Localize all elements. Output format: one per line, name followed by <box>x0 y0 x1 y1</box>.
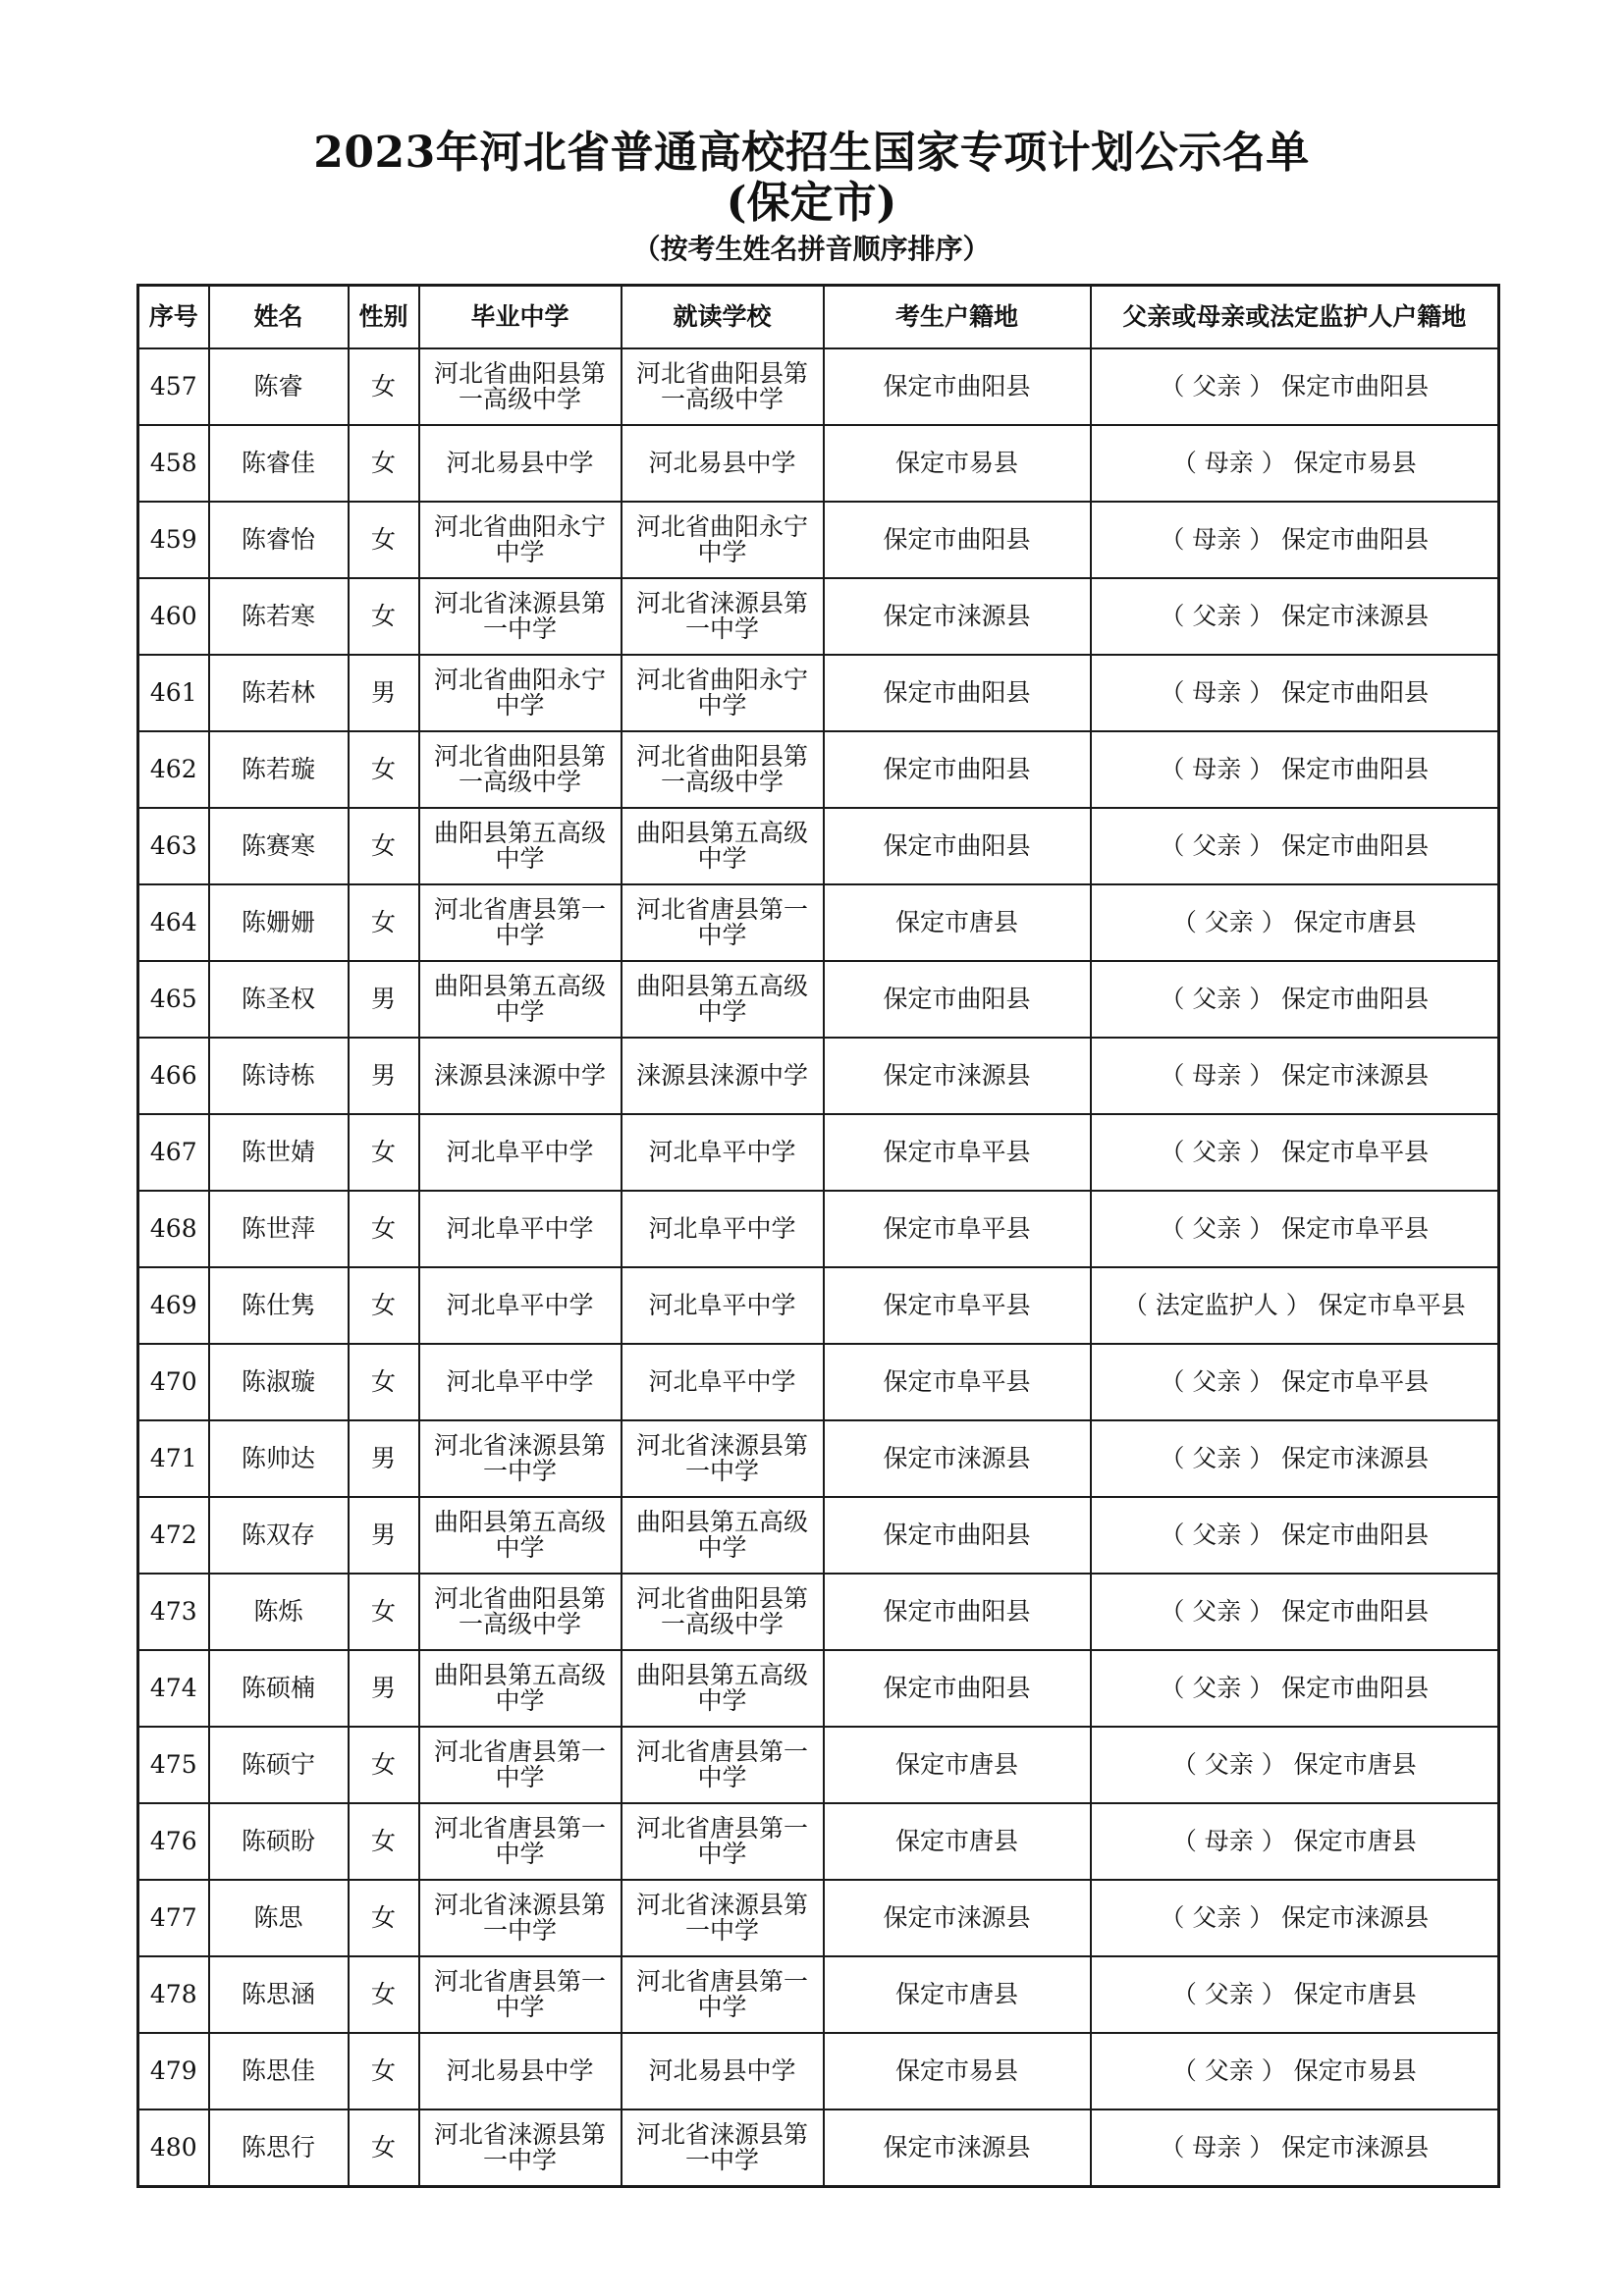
cell-student-hukou: 保定市涞源县 <box>824 578 1091 655</box>
cell-graduation-school <box>419 731 622 808</box>
cell-student-hukou: 保定市阜平县 <box>824 1114 1091 1191</box>
table-row <box>138 502 1499 578</box>
cell-current-school-text: 河北省涞源县第一中学 <box>635 589 808 643</box>
cell-no: 464 <box>138 884 209 961</box>
cell-name: 陈淑璇 <box>209 1344 349 1420</box>
table-row <box>138 1038 1499 1114</box>
cell-parent-hukou: （ 母亲 ） 保定市曲阳县 <box>1091 731 1499 808</box>
cell-current-school-text: 曲阳县第五高级中学 <box>635 972 808 1026</box>
cell-current-school <box>622 578 824 655</box>
cell-current-school <box>622 1420 824 1497</box>
cell-current-school-text: 河北阜平中学 <box>648 1138 796 1166</box>
cell-student-hukou: 保定市阜平县 <box>824 1344 1091 1420</box>
cell-graduation-school <box>419 1880 622 1956</box>
cell-no: 460 <box>138 578 209 655</box>
cell-graduation-school <box>419 502 622 578</box>
cell-current-school-text: 河北阜平中学 <box>648 1291 796 1319</box>
cell-graduation-school-text: 曲阳县第五高级中学 <box>433 1661 606 1715</box>
cell-no: 479 <box>138 2033 209 2109</box>
cell-graduation-school <box>419 808 622 884</box>
cell-no: 473 <box>138 1574 209 1650</box>
cell-sex: 女 <box>349 731 419 808</box>
cell-graduation-school-text: 河北省唐县第一中学 <box>433 895 606 949</box>
cell-current-school <box>622 425 824 502</box>
cell-current-school-text: 曲阳县第五高级中学 <box>635 1508 808 1562</box>
cell-sex: 男 <box>349 655 419 731</box>
cell-current-school <box>622 961 824 1038</box>
table-row <box>138 808 1499 884</box>
table-row <box>138 1727 1499 1803</box>
cell-graduation-school <box>419 1727 622 1803</box>
cell-name: 陈睿 <box>209 348 349 425</box>
cell-graduation-school <box>419 1038 622 1114</box>
cell-current-school <box>622 1650 824 1727</box>
cell-current-school <box>622 1114 824 1191</box>
cell-graduation-school <box>419 2109 622 2187</box>
cell-current-school-text: 河北省曲阳永宁中学 <box>635 666 808 720</box>
sort-note: （按考生姓名拼音顺序排序） <box>632 233 991 265</box>
cell-sex: 男 <box>349 1038 419 1114</box>
cell-name: 陈若璇 <box>209 731 349 808</box>
cell-name: 陈硕宁 <box>209 1727 349 1803</box>
cell-graduation-school <box>419 2033 622 2109</box>
cell-graduation-school <box>419 1650 622 1727</box>
cell-current-school-text: 河北省曲阳县第一高级中学 <box>635 359 808 413</box>
cell-parent-hukou: （ 父亲 ） 保定市涞源县 <box>1091 1880 1499 1956</box>
cell-sex: 女 <box>349 1880 419 1956</box>
table-row <box>138 1114 1499 1191</box>
cell-name: 陈赛寒 <box>209 808 349 884</box>
cell-graduation-school <box>419 1420 622 1497</box>
cell-graduation-school <box>419 1344 622 1420</box>
cell-name: 陈仕隽 <box>209 1267 349 1344</box>
table-row <box>138 731 1499 808</box>
column-header-student-hukou: 考生户籍地 <box>824 286 1091 349</box>
cell-no: 459 <box>138 502 209 578</box>
cell-student-hukou: 保定市易县 <box>824 425 1091 502</box>
cell-current-school <box>622 1956 824 2033</box>
cell-sex: 女 <box>349 1727 419 1803</box>
cell-current-school-text: 河北省涞源县第一中学 <box>635 2120 808 2174</box>
cell-student-hukou: 保定市涞源县 <box>824 1420 1091 1497</box>
cell-student-hukou: 保定市曲阳县 <box>824 1497 1091 1574</box>
cell-parent-hukou: （ 父亲 ） 保定市唐县 <box>1091 884 1499 961</box>
table-row <box>138 425 1499 502</box>
cell-current-school-text: 河北省曲阳永宁中学 <box>635 512 808 566</box>
cell-parent-hukou: （ 父亲 ） 保定市曲阳县 <box>1091 808 1499 884</box>
cell-graduation-school-text: 河北阜平中学 <box>446 1367 594 1396</box>
table-row <box>138 884 1499 961</box>
cell-graduation-school-text: 曲阳县第五高级中学 <box>433 1508 606 1562</box>
cell-name: 陈思涵 <box>209 1956 349 2033</box>
cell-sex: 女 <box>349 348 419 425</box>
document-header <box>0 128 1623 267</box>
cell-name: 陈世萍 <box>209 1191 349 1267</box>
cell-no: 463 <box>138 808 209 884</box>
cell-current-school-text: 河北省唐县第一中学 <box>635 1737 808 1791</box>
cell-current-school-text: 河北阜平中学 <box>648 1367 796 1396</box>
table-body <box>138 348 1499 2187</box>
cell-current-school-text: 河北省唐县第一中学 <box>635 1814 808 1868</box>
cell-graduation-school-text: 曲阳县第五高级中学 <box>433 972 606 1026</box>
cell-parent-hukou: （ 父亲 ） 保定市曲阳县 <box>1091 348 1499 425</box>
cell-current-school-text: 河北省曲阳县第一高级中学 <box>635 1584 808 1638</box>
cell-student-hukou: 保定市曲阳县 <box>824 502 1091 578</box>
cell-student-hukou: 保定市唐县 <box>824 1727 1091 1803</box>
column-header-no: 序号 <box>138 286 209 349</box>
column-header-sex: 性别 <box>349 286 419 349</box>
cell-student-hukou: 保定市唐县 <box>824 1803 1091 1880</box>
cell-name: 陈思佳 <box>209 2033 349 2109</box>
cell-student-hukou: 保定市曲阳县 <box>824 1650 1091 1727</box>
cell-no: 469 <box>138 1267 209 1344</box>
table-row <box>138 1191 1499 1267</box>
cell-graduation-school-text: 河北省涞源县第一中学 <box>433 589 606 643</box>
cell-parent-hukou: （ 母亲 ） 保定市唐县 <box>1091 1803 1499 1880</box>
cell-current-school <box>622 808 824 884</box>
cell-no: 478 <box>138 1956 209 2033</box>
cell-graduation-school-text: 河北阜平中学 <box>446 1291 594 1319</box>
cell-graduation-school-text: 河北省唐县第一中学 <box>433 1967 606 2021</box>
cell-graduation-school-text: 河北阜平中学 <box>446 1138 594 1166</box>
cell-student-hukou: 保定市曲阳县 <box>824 731 1091 808</box>
cell-parent-hukou: （ 父亲 ） 保定市唐县 <box>1091 1956 1499 2033</box>
cell-name: 陈硕楠 <box>209 1650 349 1727</box>
cell-name: 陈思行 <box>209 2109 349 2187</box>
cell-graduation-school <box>419 578 622 655</box>
cell-sex: 女 <box>349 884 419 961</box>
table-row <box>138 961 1499 1038</box>
cell-parent-hukou: （ 母亲 ） 保定市易县 <box>1091 425 1499 502</box>
cell-no: 468 <box>138 1191 209 1267</box>
cell-current-school <box>622 1497 824 1574</box>
cell-student-hukou: 保定市曲阳县 <box>824 808 1091 884</box>
cell-name: 陈若林 <box>209 655 349 731</box>
cell-current-school-text: 曲阳县第五高级中学 <box>635 819 808 873</box>
cell-sex: 女 <box>349 2033 419 2109</box>
cell-parent-hukou: （ 父亲 ） 保定市曲阳县 <box>1091 961 1499 1038</box>
cell-name: 陈思 <box>209 1880 349 1956</box>
cell-graduation-school-text: 河北省涞源县第一中学 <box>433 1431 606 1485</box>
cell-current-school <box>622 884 824 961</box>
cell-parent-hukou: （ 父亲 ） 保定市曲阳县 <box>1091 1497 1499 1574</box>
cell-no: 458 <box>138 425 209 502</box>
cell-graduation-school <box>419 1267 622 1344</box>
table-row <box>138 1880 1499 1956</box>
cell-parent-hukou: （ 父亲 ） 保定市唐县 <box>1091 1727 1499 1803</box>
cell-sex: 女 <box>349 1344 419 1420</box>
cell-name: 陈硕盼 <box>209 1803 349 1880</box>
cell-sex: 女 <box>349 1191 419 1267</box>
cell-current-school <box>622 2033 824 2109</box>
cell-name: 陈烁 <box>209 1574 349 1650</box>
column-header-parent-hukou: 父亲或母亲或法定监护人户籍地 <box>1091 286 1499 349</box>
cell-graduation-school <box>419 1114 622 1191</box>
cell-sex: 男 <box>349 1497 419 1574</box>
cell-graduation-school <box>419 655 622 731</box>
cell-parent-hukou: （ 父亲 ） 保定市阜平县 <box>1091 1344 1499 1420</box>
cell-student-hukou: 保定市曲阳县 <box>824 961 1091 1038</box>
cell-student-hukou: 保定市曲阳县 <box>824 655 1091 731</box>
cell-current-school-text: 河北省曲阳县第一高级中学 <box>635 742 808 796</box>
cell-sex: 女 <box>349 1956 419 2033</box>
cell-current-school-text: 涞源县涞源中学 <box>635 1061 808 1090</box>
cell-current-school <box>622 1880 824 1956</box>
document-subtitle: (保定市) <box>726 178 897 228</box>
cell-parent-hukou: （ 母亲 ） 保定市涞源县 <box>1091 2109 1499 2187</box>
cell-graduation-school-text: 河北省涞源县第一中学 <box>433 2120 606 2174</box>
cell-sex: 男 <box>349 961 419 1038</box>
cell-current-school <box>622 2109 824 2187</box>
cell-parent-hukou: （ 父亲 ） 保定市易县 <box>1091 2033 1499 2109</box>
cell-name: 陈世婧 <box>209 1114 349 1191</box>
table-row <box>138 1497 1499 1574</box>
cell-graduation-school-text: 河北易县中学 <box>446 2056 594 2085</box>
cell-no: 475 <box>138 1727 209 1803</box>
cell-parent-hukou: （ 父亲 ） 保定市阜平县 <box>1091 1114 1499 1191</box>
cell-name: 陈诗栋 <box>209 1038 349 1114</box>
cell-current-school-text: 河北易县中学 <box>648 2056 796 2085</box>
table-row <box>138 1267 1499 1344</box>
cell-student-hukou: 保定市阜平县 <box>824 1191 1091 1267</box>
cell-graduation-school-text: 河北省曲阳县第一高级中学 <box>433 1584 606 1638</box>
cell-graduation-school-text: 河北省曲阳永宁中学 <box>433 512 606 566</box>
table-row <box>138 1803 1499 1880</box>
cell-graduation-school <box>419 348 622 425</box>
cell-no: 466 <box>138 1038 209 1114</box>
cell-parent-hukou: （ 母亲 ） 保定市曲阳县 <box>1091 655 1499 731</box>
document-title: 2023年河北省普通高校招生国家专项计划公示名单 <box>313 128 1310 178</box>
cell-parent-hukou: （ 父亲 ） 保定市涞源县 <box>1091 1420 1499 1497</box>
cell-student-hukou: 保定市唐县 <box>824 884 1091 961</box>
cell-current-school <box>622 731 824 808</box>
cell-parent-hukou: （ 父亲 ） 保定市曲阳县 <box>1091 1650 1499 1727</box>
column-header-graduation-school: 毕业中学 <box>419 286 622 349</box>
cell-current-school <box>622 1038 824 1114</box>
column-header-name: 姓名 <box>209 286 349 349</box>
cell-current-school-text: 河北省涞源县第一中学 <box>635 1431 808 1485</box>
cell-sex: 女 <box>349 1574 419 1650</box>
table-row <box>138 1420 1499 1497</box>
cell-name: 陈圣权 <box>209 961 349 1038</box>
cell-sex: 女 <box>349 1114 419 1191</box>
cell-graduation-school <box>419 1191 622 1267</box>
cell-name: 陈双存 <box>209 1497 349 1574</box>
cell-sex: 女 <box>349 1803 419 1880</box>
cell-graduation-school <box>419 1574 622 1650</box>
cell-graduation-school-text: 河北省曲阳永宁中学 <box>433 666 606 720</box>
cell-sex: 女 <box>349 502 419 578</box>
cell-current-school <box>622 1574 824 1650</box>
cell-current-school <box>622 655 824 731</box>
cell-no: 477 <box>138 1880 209 1956</box>
cell-student-hukou: 保定市涞源县 <box>824 2109 1091 2187</box>
cell-no: 476 <box>138 1803 209 1880</box>
cell-current-school <box>622 1267 824 1344</box>
cell-name: 陈睿怡 <box>209 502 349 578</box>
cell-current-school-text: 河北易县中学 <box>648 449 796 477</box>
cell-current-school <box>622 502 824 578</box>
cell-parent-hukou: （ 母亲 ） 保定市涞源县 <box>1091 1038 1499 1114</box>
table-row <box>138 1574 1499 1650</box>
cell-current-school <box>622 1727 824 1803</box>
cell-student-hukou: 保定市涞源县 <box>824 1880 1091 1956</box>
cell-no: 457 <box>138 348 209 425</box>
table-row <box>138 1650 1499 1727</box>
cell-sex: 女 <box>349 2109 419 2187</box>
cell-name: 陈睿佳 <box>209 425 349 502</box>
cell-parent-hukou: （ 法定监护人 ） 保定市阜平县 <box>1091 1267 1499 1344</box>
table-row <box>138 348 1499 425</box>
table-row <box>138 655 1499 731</box>
cell-graduation-school <box>419 425 622 502</box>
cell-graduation-school-text: 河北省唐县第一中学 <box>433 1814 606 1868</box>
roster-table <box>136 284 1500 2188</box>
cell-student-hukou: 保定市曲阳县 <box>824 1574 1091 1650</box>
table-row <box>138 2109 1499 2187</box>
cell-graduation-school-text: 河北省曲阳县第一高级中学 <box>433 742 606 796</box>
column-header-current-school: 就读学校 <box>622 286 824 349</box>
cell-student-hukou: 保定市阜平县 <box>824 1267 1091 1344</box>
cell-sex: 女 <box>349 1267 419 1344</box>
cell-no: 471 <box>138 1420 209 1497</box>
cell-current-school-text: 河北阜平中学 <box>648 1214 796 1243</box>
cell-graduation-school <box>419 1803 622 1880</box>
cell-parent-hukou: （ 母亲 ） 保定市曲阳县 <box>1091 502 1499 578</box>
cell-current-school-text: 河北省唐县第一中学 <box>635 895 808 949</box>
cell-student-hukou: 保定市曲阳县 <box>824 348 1091 425</box>
cell-current-school <box>622 1344 824 1420</box>
cell-current-school-text: 曲阳县第五高级中学 <box>635 1661 808 1715</box>
cell-sex: 女 <box>349 578 419 655</box>
cell-current-school <box>622 348 824 425</box>
cell-parent-hukou: （ 父亲 ） 保定市阜平县 <box>1091 1191 1499 1267</box>
cell-no: 470 <box>138 1344 209 1420</box>
cell-student-hukou: 保定市唐县 <box>824 1956 1091 2033</box>
table-header-row <box>138 286 1499 349</box>
cell-name: 陈姗姗 <box>209 884 349 961</box>
cell-sex: 男 <box>349 1420 419 1497</box>
cell-current-school-text: 河北省涞源县第一中学 <box>635 1891 808 1945</box>
cell-graduation-school-text: 曲阳县第五高级中学 <box>433 819 606 873</box>
cell-student-hukou: 保定市易县 <box>824 2033 1091 2109</box>
cell-graduation-school <box>419 884 622 961</box>
cell-name: 陈若寒 <box>209 578 349 655</box>
cell-current-school <box>622 1191 824 1267</box>
cell-graduation-school <box>419 1956 622 2033</box>
table-row <box>138 2033 1499 2109</box>
table-row <box>138 1956 1499 2033</box>
cell-no: 467 <box>138 1114 209 1191</box>
cell-sex: 女 <box>349 808 419 884</box>
cell-current-school <box>622 1803 824 1880</box>
cell-no: 465 <box>138 961 209 1038</box>
cell-name: 陈帅达 <box>209 1420 349 1497</box>
cell-sex: 男 <box>349 1650 419 1727</box>
cell-graduation-school-text: 河北省曲阳县第一高级中学 <box>433 359 606 413</box>
cell-parent-hukou: （ 父亲 ） 保定市涞源县 <box>1091 578 1499 655</box>
cell-no: 472 <box>138 1497 209 1574</box>
cell-no: 474 <box>138 1650 209 1727</box>
cell-graduation-school <box>419 1497 622 1574</box>
cell-graduation-school <box>419 961 622 1038</box>
cell-no: 480 <box>138 2109 209 2187</box>
cell-graduation-school-text: 涞源县涞源中学 <box>433 1061 606 1090</box>
cell-sex: 女 <box>349 425 419 502</box>
cell-graduation-school-text: 河北阜平中学 <box>446 1214 594 1243</box>
cell-graduation-school-text: 河北省唐县第一中学 <box>433 1737 606 1791</box>
table-row <box>138 578 1499 655</box>
table-row <box>138 1344 1499 1420</box>
cell-graduation-school-text: 河北省涞源县第一中学 <box>433 1891 606 1945</box>
cell-current-school-text: 河北省唐县第一中学 <box>635 1967 808 2021</box>
cell-student-hukou: 保定市涞源县 <box>824 1038 1091 1114</box>
cell-graduation-school-text: 河北易县中学 <box>446 449 594 477</box>
cell-no: 462 <box>138 731 209 808</box>
cell-parent-hukou: （ 父亲 ） 保定市曲阳县 <box>1091 1574 1499 1650</box>
cell-no: 461 <box>138 655 209 731</box>
